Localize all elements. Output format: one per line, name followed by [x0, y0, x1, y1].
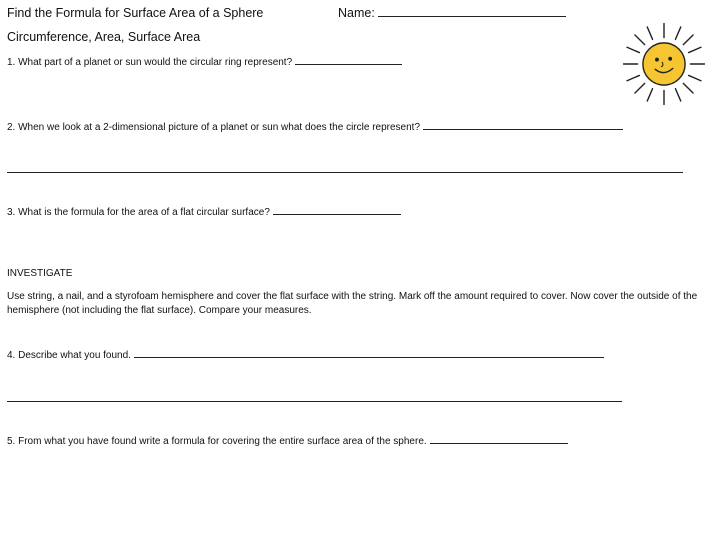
answer-1-blank[interactable] [295, 54, 402, 65]
question-2 [7, 119, 623, 133]
name-blank[interactable] [378, 6, 566, 17]
question-4-text: 4. Describe what you found. [7, 350, 131, 361]
question-3 [7, 204, 401, 218]
answer-4-extra-line[interactable] [7, 401, 622, 402]
question-2-text: 2. When we look at a 2-dimensional picture of a planet or sun what does the circle represent? [7, 122, 421, 133]
question-3-text: 3. What is the formula for the area of a flat circular surface? [7, 207, 270, 218]
question-1 [7, 54, 402, 68]
investigate-heading: INVESTIGATE [7, 268, 73, 279]
question-5-text: 5. From what you have found write a formula for covering the entire surface area of the sphere. [7, 436, 427, 447]
question-1-text: 1. What part of a planet or sun would the circular ring represent? [7, 57, 293, 68]
name-label: Name: [338, 6, 375, 20]
answer-2-extra-line[interactable] [7, 172, 683, 173]
answer-4-blank[interactable] [134, 347, 604, 358]
page-title: Find the Formula for Surface Area of a Sphere [7, 6, 264, 20]
answer-3-blank[interactable] [273, 204, 401, 215]
answer-5-blank[interactable] [430, 433, 568, 444]
page-subtitle: Circumference, Area, Surface Area [7, 30, 201, 44]
investigate-instructions: Use string, a nail, and a styrofoam hemisphere and cover the flat surface with the string. Mark off the amount required to cover. Now cover the outside of the hemisphere (not including the flat surface). Compare your measures. [7, 291, 698, 316]
sun-icon [620, 20, 708, 108]
answer-2-blank[interactable] [423, 119, 623, 130]
question-5 [7, 433, 568, 447]
name-field[interactable] [338, 6, 566, 20]
question-4 [7, 347, 604, 361]
